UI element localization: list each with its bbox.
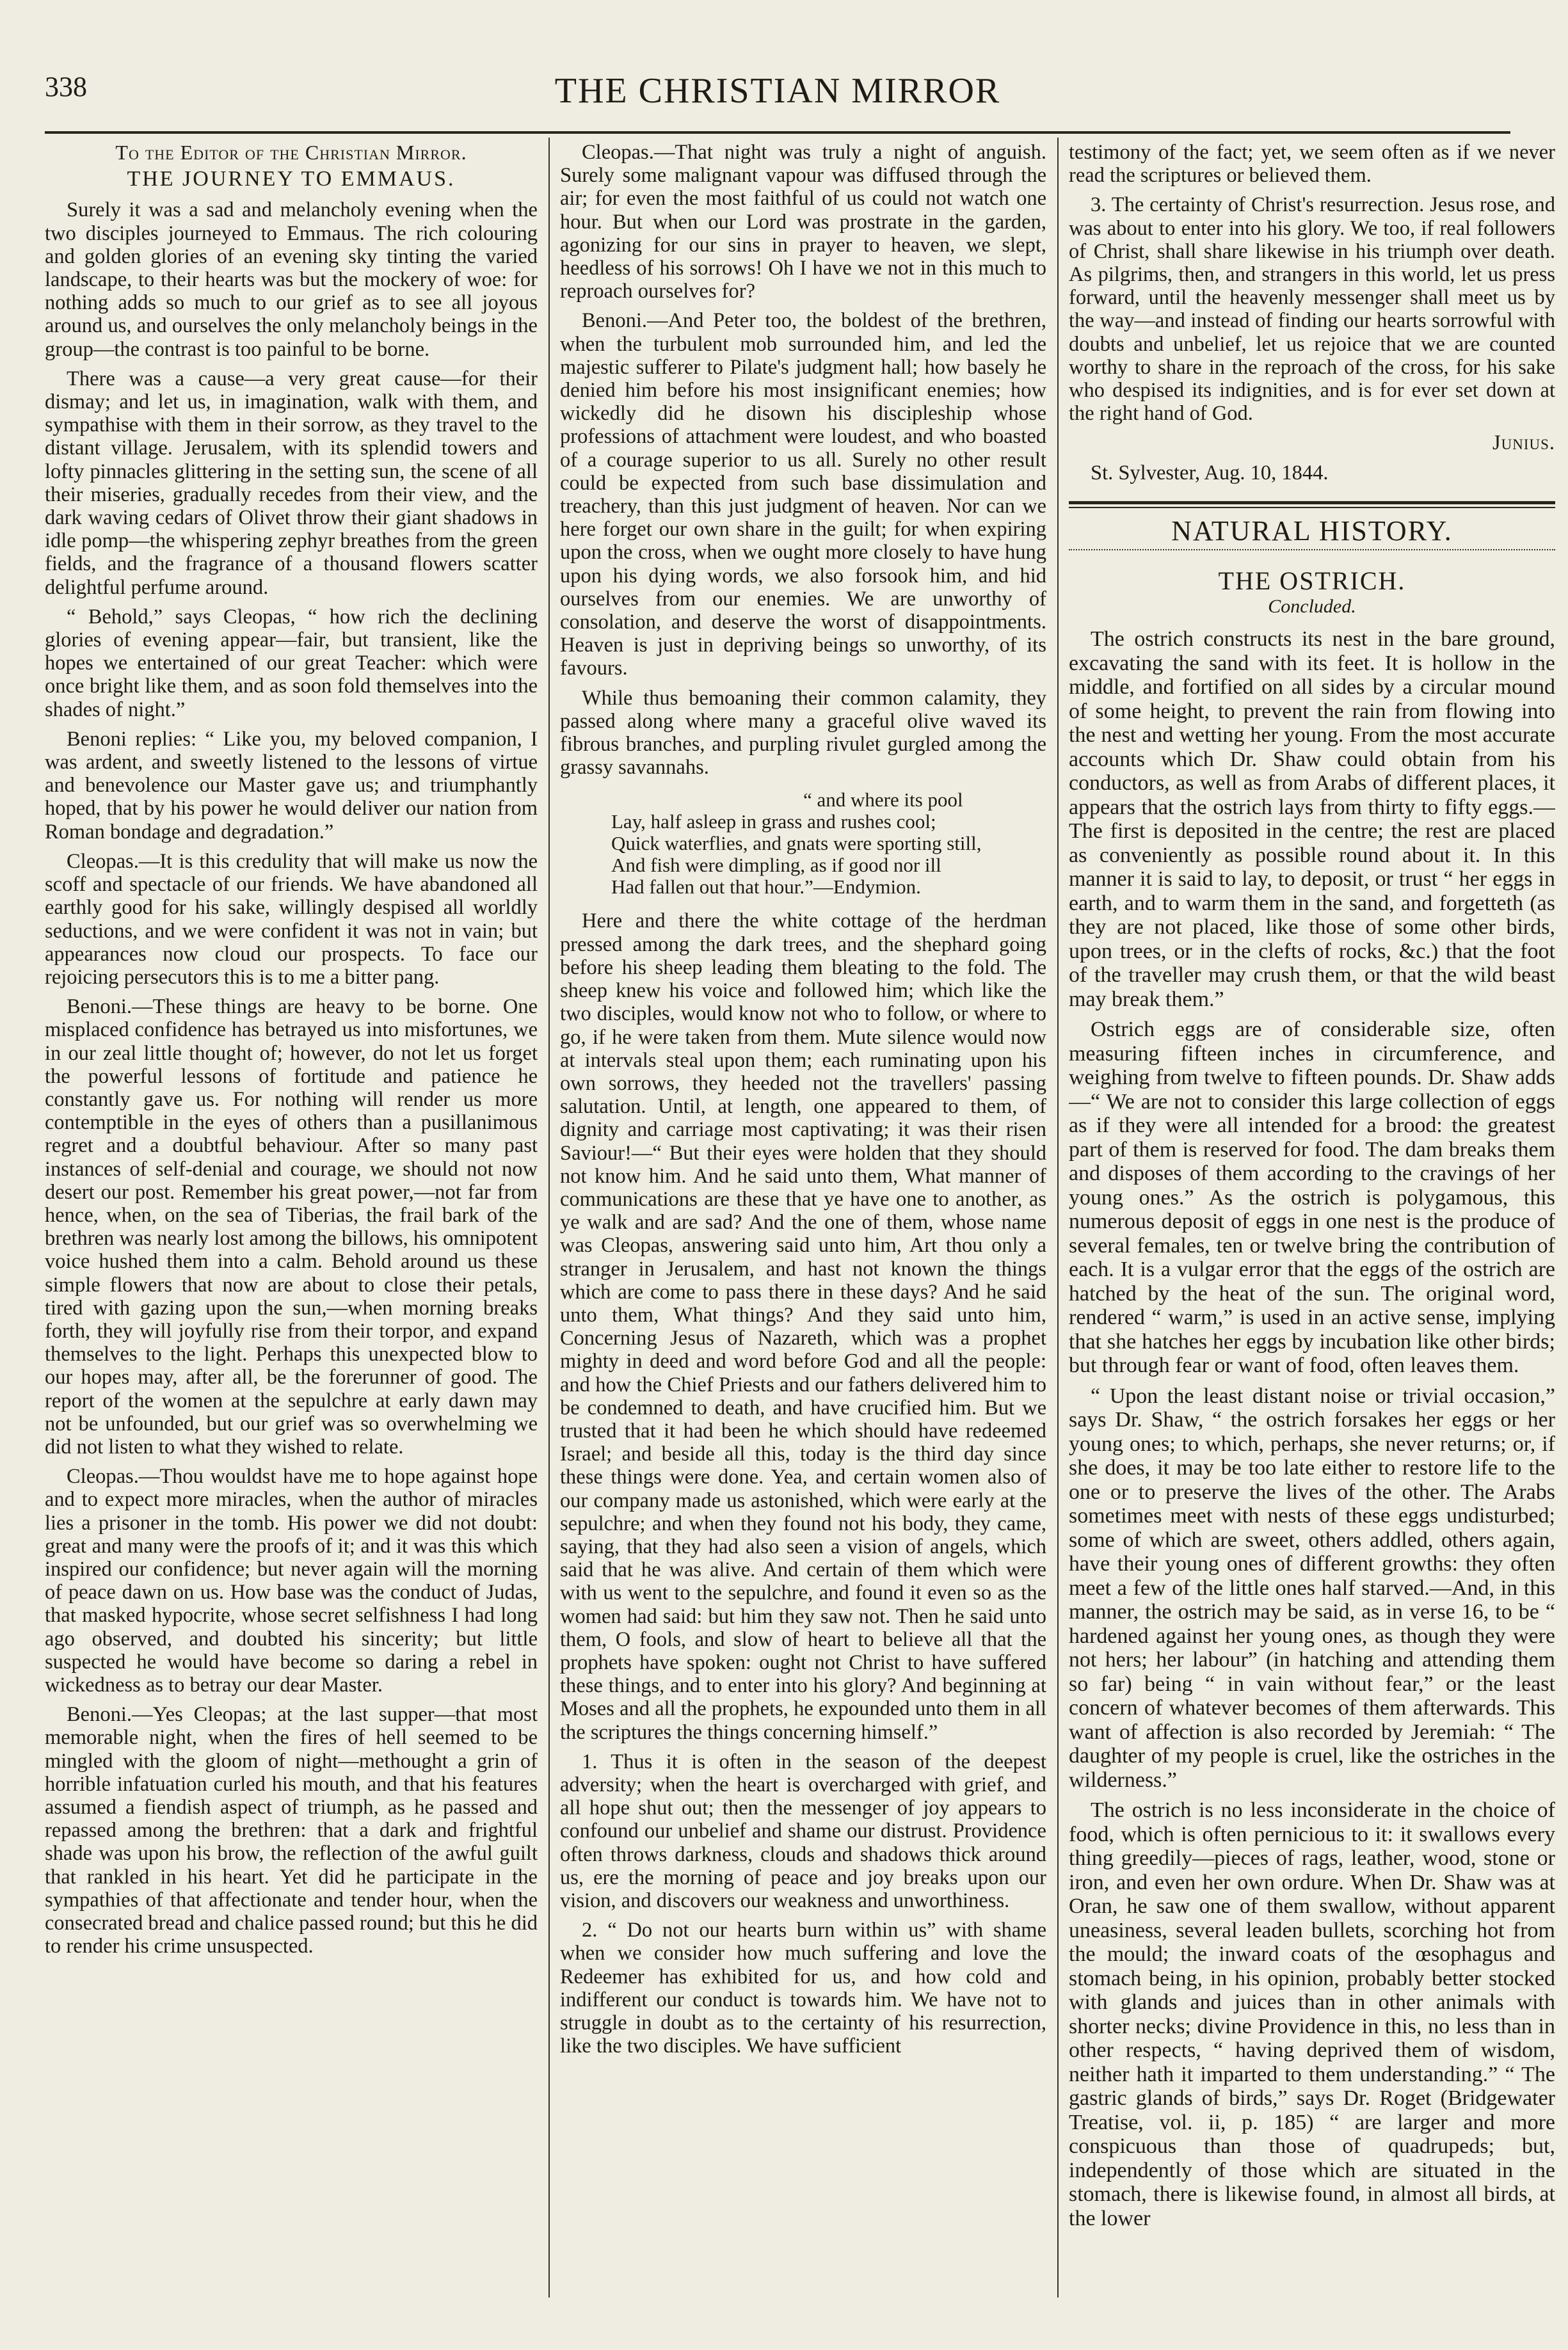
paragraph: 2. “ Do not our hearts burn within us” with shame when we consider how much suffering and love the Redeemer has exhibited for us, and how cold and indifferent our conduct is towards him. We have not to struggle in doubt as to the certainty of his resurrection, like the two disciples. We have sufficient [560, 1919, 1046, 2058]
running-title: THE CHRISTIAN MIRROR [554, 71, 1001, 111]
concluded-label: Concluded. [1268, 596, 1356, 618]
section-rule [1069, 501, 1555, 504]
column-3 [1069, 141, 1555, 2298]
ostrich-article [1069, 627, 1555, 2230]
paragraph: Ostrich eggs are of considerable size, often measuring fifteen inches in circumference, and weighing from twelve to fifteen pounds. Dr. Shaw adds—“ We are not to consider this large collection of eggs as if they were all intended for a brood: the greatest part of them is reserved for food. The dam breaks them and disposes of them according to the cravings of her young ones.” As the ostrich is polygamous, this numerous deposit of eggs in one nest is the produce of several females, ten or twelve bring the contribution of each. It is a vulgar error that the eggs of the ostrich are hatched by the heat of the sun. The original word, rendered “ warm,” is used in an active sense, implying that she hatches her eggs by incubation like other birds; but through fear or want of food, often leaves them. [1069, 1018, 1555, 1378]
column-rule [1057, 138, 1059, 2298]
verse-line: “ and where its pool [803, 788, 963, 811]
article-title-ostrich: THE OSTRICH. [1218, 566, 1406, 596]
column-2 [560, 141, 1046, 2298]
column-rule [548, 138, 550, 2298]
paragraph: Benoni replies: “ Like you, my beloved companion, I was ardent, and sweetly listened to the lessons of virtue and benevolence our Master gave us; and triumphantly hoped, that by his power he would deliver our nation from Roman bondage and degradation.” [45, 727, 538, 843]
article-title-emmaus: THE JOURNEY TO EMMAUS. [127, 167, 456, 191]
page-number: 338 [45, 71, 87, 102]
paragraph: “ Upon the least distant noise or trivial occasion,” says Dr. Shaw, “ the ostrich forsakes her eggs or her young ones; to which, perhaps, she never returns; or, if she does, it may be too late either to restore life to the one or to preserve the lives of the other. The Arabs sometimes meet with nests of these eggs undisturbed; some of which are sweet, others addled, others again, have their young ones of different growths: they often meet a few of the little ones half starved.—And, in this manner, the ostrich may be said, as in verse 16, to be “ hardened against her young ones, as though they were not hers; her labour” (in hatching and attending them so far) being “ in vain without fear,” or the least concern of whatever becomes of them afterwards. This want of affection is also recorded by Jeremiah: “ The daughter of my people is cruel, like the ostriches in the wilderness.” [1069, 1384, 1555, 1792]
paragraph: Here and there the white cottage of the herdman pressed among the dark trees, and the shephard going before his sheep leading them bleating to the fold. The sheep knew his voice and followed him; which like the two disciples, would know not who to follow, or where to go, if he were taken from them. Mute silence would now at intervals steal upon them; each ruminating upon his own sorrows, they heeded not the travellers' passing salutation. Until, at length, one appeared to them, of dignity and carriage most captivating; it was their risen Saviour!—“ But their eyes were holden that they should not know him. And he said unto them, What manner of communications are these that ye have one to another, as ye walk and are sad? And the one of them, whose name was Cleopas, answering said unto him, Art thou only a stranger in Jerusalem, and hast not known the things which are come to pass there in these days? And he said unto them, What things? And they said unto him, Concerning Jesus of Nazareth, which was a prophet mighty in deed and word before God and all the people: and how the Chief Priests and our fathers delivered him to be condemned to death, and have crucified him. But we trusted that it had been he which should have redeemed Israel; and beside all this, today is the third day since these things were done. Yea, and certain women also of our company made us astonished, which were early at the sepulchre; and when they found not his body, they came, saying, that they had also seen a vision of angels, which said that he was alive. And certain of them which were with us went to the sepulchre, and found it even so as the women had said: but him they saw not. Then he said unto them, O fools, and slow of heart to believe all that the prophets have spoken: ought not Christ to have suffered these things, and to enter into his glory? And beginning at Moses and all the prophets, he expounded unto them in all the scriptures the things concerning himself.” [560, 909, 1046, 1744]
paragraph: Benoni.—And Peter too, the boldest of the brethren, when the turbulent mob surrounded him, and led the majestic sufferer to Pilate's judgment hall; how basely he denied him before his most insignificant enemies; how wickedly did he disown his discipleship whose professions of attachment were loudest, and who boasted of a courage superior to us all. Surely no other result could be expected from such base dissimulation and treachery, than this just judgment of heaven. Nor can we here forget our own share in the guilt; for when expiring upon the cross, when we ought more closely to have hung upon his dying words, we also forsook him, and hid ourselves from our enemies. We are unworthy of consolation, and deserve the worst of disappointments. Heaven is just in depriving beings so unworthy, of its favours. [560, 309, 1046, 680]
verse-line: Lay, half asleep in grass and rushes cool; [611, 810, 936, 833]
page-header [45, 59, 1510, 116]
paragraph: Surely it was a sad and melancholy evening when the two disciples journeyed to Emmaus. The rich colouring and golden glories of an evening sky tinting the varied landscape, to their hearts was but the mockery of woe: for nothing adds so much to our grief as to see all joyous around us, and ourselves the only melancholy beings in the group—the contrast is too painful to be borne. [45, 198, 538, 361]
section-rule [1069, 507, 1555, 508]
paragraph: testimony of the fact; yet, we seem often as if we never read the scriptures or believed them. [1069, 141, 1555, 188]
section-rule [1069, 549, 1555, 550]
column-1 [45, 141, 538, 2298]
paragraph: 1. Thus it is often in the season of the deepest adversity; when the heart is overcharged with grief, and all hope shut out; then the messenger of joy appears to confound our unbelief and shame our distrust. Providence often throws darkness, clouds and shadows thick around us, ere the morning of peace and joy breaks upon our vision, and discovers our weakness and unworthiness. [560, 1750, 1046, 1913]
verse-line: Had fallen out that hour.”—Endymion. [611, 875, 921, 899]
verse-line: And fish were dimpling, as if good nor ill [611, 854, 941, 877]
paragraph: Cleopas.—It is this credulity that will make us now the scoff and spectacle of our friends. We have abandoned all earthly good for his sake, willingly despised all worldly seductions, and we were confident it was not in vain; but appearances now cloud our prospects. To face our rejoicing persecutors this is to me a bitter pang. [45, 849, 538, 989]
verse-line: Quick waterflies, and gnats were sporting still, [611, 832, 982, 855]
paragraph: Cleopas.—That night was truly a night of anguish. Surely some malignant vapour was diffused through the air; for even the most faithful of us could not watch one hour. But when our Lord was prostrate in the garden, agonizing for our sins in prayer to heaven, we slept, heedless of his sorrows! Oh I have we not in this much to reproach ourselves for? [560, 141, 1046, 303]
paragraph: While thus bemoaning their common calamity, they passed along where many a graceful olive waved its fibrous branches, and purpling rivulet gurgled among the grassy savannahs. [560, 686, 1046, 779]
section-title: NATURAL HISTORY. [1171, 515, 1453, 547]
paragraph: The ostrich is no less inconsiderate in the choice of food, which is often pernicious to it: it swallows every thing greedily—pieces of rags, leather, wood, stone or iron, and even her own ordure. When Dr. Shaw was at Oran, he saw one of them swallow, without apparent uneasiness, several leaden bullets, scorching hot from the mould; the inward coats of the œsophagus and stomach being, in his opinion, probably better stocked with glands and juices than in other animals with shorter necks; divine Providence in this, no less than in other respects, “ having deprived them of wisdom, neither hath it imparted to them understanding.” “ The gastric glands of birds,” says Dr. Roget (Bridgewater Treatise, vol. ii, p. 185) “ are larger and more conspicuous than those of quadrupeds; but, independently of those which are situated in the stomach, there is likewise found, in almost all birds, at the lower [1069, 1798, 1555, 2230]
header-rule [45, 131, 1510, 134]
dateline: St. Sylvester, Aug. 10, 1844. [1091, 461, 1329, 484]
paragraph: 3. The certainty of Christ's resurrection. Jesus rose, and was about to enter into his glory. We too, if real followers of Christ, shall share likewise in his triumph over death. As pilgrims, then, and strangers in this world, let us press forward, until the heavenly messenger shall meet us by the way—and instead of finding our hearts sorrowful with doubts and unbelief, let us rejoice that we are counted worthy to share in the reproach of the cross, for his sake who despised its indignities, and is for ever set down at the right hand of God. [1069, 193, 1555, 426]
signature: Junius. [1492, 431, 1555, 455]
paragraph: Cleopas.—Thou wouldst have me to hope against hope and to expect more miracles, when the author of miracles lies a prisoner in the tomb. His power we did not doubt: great and many were the proofs of it; and it was this which inspired our confidence; but never again will the morning of peace dawn on us. How base was the conduct of Judas, that masked hypocrite, whose secret selfishness I had long ago observed, and doubted his sincerity; but little suspected he would have become so daring a rebel in wickedness as to betray our dear Master. [45, 1465, 538, 1697]
paragraph: Benoni.—Yes Cleopas; at the last supper—that most memorable night, when the fires of hell seemed to be mingled with the gloom of night—methought a grin of horrible infatuation curled his mouth, and that his features assumed a fiendish aspect of triumph, as he passed and repassed among the brethren: that a dark and frightful shade was upon his brow, the reflection of the awful guilt that rankled in his heart. Yet did he participate in the sympathies of that affectionate and tender hour, when the consecrated bread and chalice passed round; but this he did to render his crime unsuspected. [45, 1703, 538, 1958]
paragraph: “ Behold,” says Cleopas, “ how rich the declining glories of evening appear—fair, but transient, like the hopes we entertained of our great Teacher: which were once bright like them, and as soon fold themselves into the shades of night.” [45, 605, 538, 721]
paragraph: Benoni.—These things are heavy to be borne. One misplaced confidence has betrayed us into misfortunes, we in our zeal little thought of; however, do not let us forget the powerful lessons of fortitude and patience he constantly gave us. For nothing will render us more contemptible in the eyes of others than a pusillanimous regret and a doubtful behaviour. After so many past instances of self-denial and courage, we should not now desert our post. Remember his great power,—not far from hence, when, on the sea of Tiberias, the frail bark of the brethren was nearly lost among the billows, his omnipotent voice hushed them into a calm. Behold around us these simple flowers that now are about to close their petals, tired with gazing upon the sun,—when morning breaks forth, they will joyfully rise from their torpor, and expand themselves to the light. Perhaps this unexpected blow to our hopes may, after all, be the forerunner of good. The report of the women at the sepulchre at early dawn may not be unfounded, but our grief was so overwhelming we did not listen to what they wished to relate. [45, 995, 538, 1459]
verse-quote [611, 789, 1046, 898]
paragraph: There was a cause—a very great cause—for their dismay; and let us, in imagination, walk with them, and sympathise with them in their sorrow, as they travel to the distant village. Jerusalem, with its splendid towers and lofty pinnacles glittering in the setting sun, the scene of all their miseries, gradually recedes from their view, and the dark waving cedars of Olivet throw their giant shadows in idle pomp—the whispering zephyr breathes from the green fields, and the fragrance of a thousand flowers scatter delightful perfume around. [45, 367, 538, 599]
to-editor-heading: To the Editor of the Christian Mirror. [115, 141, 467, 164]
paragraph: The ostrich constructs its nest in the bare ground, excavating the sand with its feet. It is hollow in the middle, and fortified on all sides by a circular mound of some height, to prevent the rain from flowing into the nest and wetting her young. From the most accurate accounts which Dr. Shaw could obtain from his conductors, as well as from Arabs of different places, it appears that the ostrich lays from thirty to fifty eggs.—The first is deposited in the centre; the rest are placed as conveniently as possible round about it. In this manner it is said to lay, to deposit, or trust “ her eggs in earth, and to warm them in the sand, and forgetteth (as they are not placed, like those of some other birds, upon trees, or in the clefts of rocks, &c.) that the foot of the traveller may crush them, or that the wild beast may break them.” [1069, 627, 1555, 1011]
